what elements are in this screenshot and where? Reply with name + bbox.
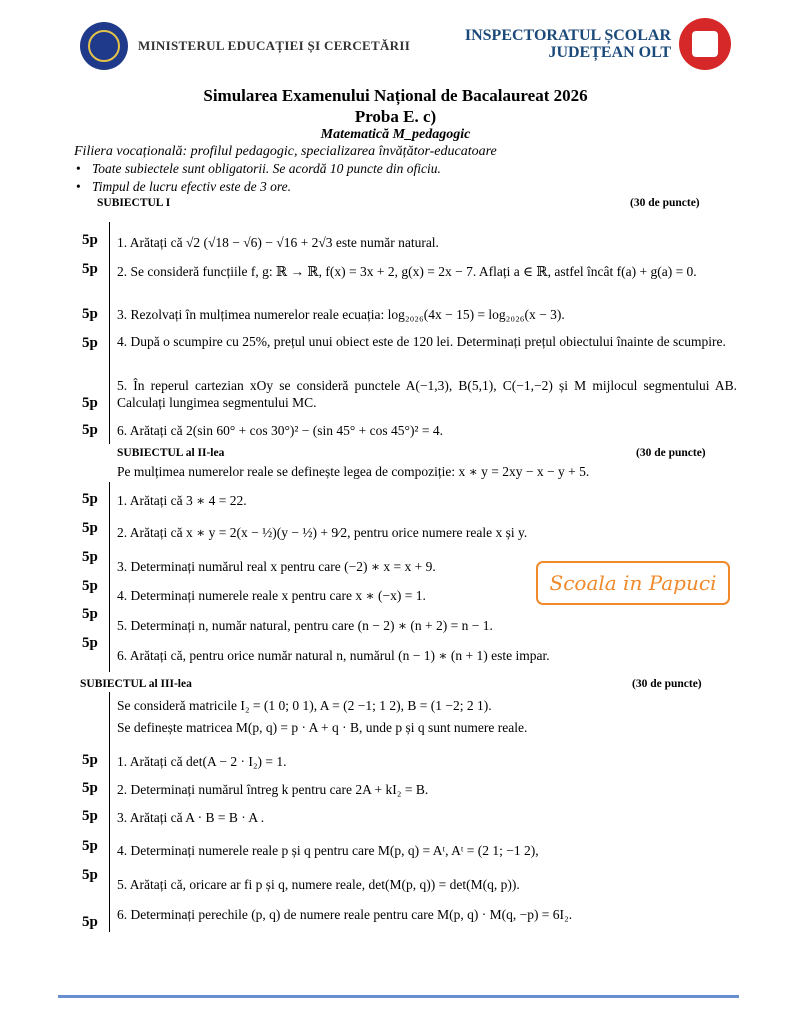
isj-name <box>465 27 671 61</box>
points-label: 5p <box>82 752 98 768</box>
problem-item: 2. Se consideră funcțiile f, g: ℝ → ℝ, f(x) = 3x + 2, g(x) = 2x − 7. Aflați a ∈ ℝ, astfel încât f(a) + g(a) = 0. <box>117 264 697 279</box>
section-intro: Pe mulțimea numerelor reale se definește legea de compoziție: x ∗ y = 2xy − x − y + 5. <box>117 464 590 479</box>
instruction-bullet: • Toate subiectele sunt obligatorii. Se acordă 10 puncte din oficiu. <box>92 161 441 177</box>
problem-item: 3. Arătați că A · B = B · A . <box>117 810 265 825</box>
points-label: 5p <box>82 549 98 565</box>
points-label: 5p <box>82 867 98 883</box>
problem-item: 6. Determinați perechile (p, q) de numere reale pentru care M(p, q) · M(q, −p) = 6I₂. <box>117 907 573 922</box>
points-label: 5p <box>82 635 98 651</box>
margin-line <box>109 482 110 672</box>
points-label: 5p <box>82 914 98 930</box>
margin-line <box>109 692 110 932</box>
section-title: SUBIECTUL al II-lea <box>117 447 225 459</box>
problem-item: 3. Rezolvați în mulțimea numerelor reale ecuația: log₂₀₂₆(4x − 15) = log₂₀₂₆(x − 3). <box>117 307 565 322</box>
section-points: (30 de puncte) <box>632 678 702 690</box>
section-intro: Se consideră matricile I₂ = (1 0; 0 1), A = (2 −1; 1 2), B = (1 −2; 2 1). <box>117 698 492 713</box>
isj-header <box>465 18 731 70</box>
points-label: 5p <box>82 606 98 622</box>
instruction-bullet: • Timpul de lucru efectiv este de 3 ore. <box>92 179 291 195</box>
government-crest-icon <box>80 22 128 70</box>
isj-line2: JUDEȚEAN OLT <box>548 44 671 61</box>
section-intro: Se definește matricea M(p, q) = p · A + q · B, unde p și q sunt numere reale. <box>117 720 528 735</box>
points-label: 5p <box>82 306 98 322</box>
ministry-name: MINISTERUL EDUCAȚIEI ȘI CERCETĂRII <box>138 38 411 53</box>
points-label: 5p <box>82 520 98 536</box>
problem-item: 5. Arătați că, oricare ar fi p și q, numere reale, det(M(p, q)) = det(M(q, p)). <box>117 877 520 892</box>
points-label: 5p <box>82 422 98 438</box>
problem-item: 1. Arătați că 3 ∗ 4 = 22. <box>117 493 247 508</box>
problem-item: 1. Arătați că √2 (√18 − √6) − √16 + 2√3 este număr natural. <box>117 235 439 250</box>
footer-divider <box>58 995 739 998</box>
exam-filiera: Filiera vocațională: profilul pedagogic, specializarea învățător-educatoare <box>74 144 497 159</box>
section-title: SUBIECTUL al III-lea <box>80 678 192 690</box>
exam-subject: Matematică M_pedagogic <box>320 127 471 142</box>
isj-line1: INSPECTORATUL ȘCOLAR <box>464 27 671 44</box>
isj-logo-icon <box>679 18 731 70</box>
points-label: 5p <box>82 838 98 854</box>
points-label: 5p <box>82 232 98 248</box>
problem-item: 5. Determinați n, număr natural, pentru care (n − 2) ∗ (n + 2) = n − 1. <box>117 618 493 633</box>
exam-title: Simularea Examenului Național de Bacalaureat 2026 <box>203 86 588 105</box>
problem-item: 3. Determinați numărul real x pentru care (−2) ∗ x = x + 9. <box>117 559 436 574</box>
section-points: (30 de puncte) <box>630 197 700 209</box>
exam-proba: Proba E. c) <box>354 107 437 126</box>
problem-item: 2. Determinați numărul întreg k pentru care 2A + kI₂ = B. <box>117 782 429 797</box>
margin-line <box>109 222 110 444</box>
problem-item: 4. După o scumpire cu 25%, prețul unui obiect este de 120 lei. Determinați prețul obiectului înainte de scumpire. <box>117 334 726 349</box>
problem-item: 4. Determinați numerele reale x pentru care x ∗ (−x) = 1. <box>117 588 426 603</box>
section-title: SUBIECTUL I <box>97 197 171 209</box>
problem-item: 5. În reperul cartezian xOy se consideră punctele A(−1,3), B(5,1), C(−1,−2) și M mijlocul segmentului AB. Calculați lungimea segmentului MC. <box>117 378 737 410</box>
problem-item: 1. Arătați că det(A − 2 · I₂) = 1. <box>117 754 287 769</box>
problem-item: 6. Arătați că 2(sin 60° + cos 30°)² − (sin 45° + cos 45°)² = 4. <box>117 423 443 438</box>
points-label: 5p <box>82 491 98 507</box>
points-label: 5p <box>82 395 98 411</box>
points-label: 5p <box>82 578 98 594</box>
watermark-stamp: Scoala in Papuci <box>536 561 730 605</box>
problem-item: 6. Arătați că, pentru orice număr natural n, numărul (n − 1) ∗ (n + 1) este impar. <box>117 648 550 663</box>
problem-item: 2. Arătați că x ∗ y = 2(x − ½)(y − ½) + 9⁄2, pentru orice numere reale x și y. <box>117 525 528 540</box>
points-label: 5p <box>82 261 98 277</box>
section-points: (30 de puncte) <box>636 447 706 459</box>
problem-item: 4. Determinați numerele reale p și q pentru care M(p, q) = Aᵗ, Aᵗ = (2 1; −1 2), <box>117 843 539 858</box>
points-label: 5p <box>82 808 98 824</box>
points-label: 5p <box>82 780 98 796</box>
points-label: 5p <box>82 335 98 351</box>
ministry-header <box>80 22 410 70</box>
